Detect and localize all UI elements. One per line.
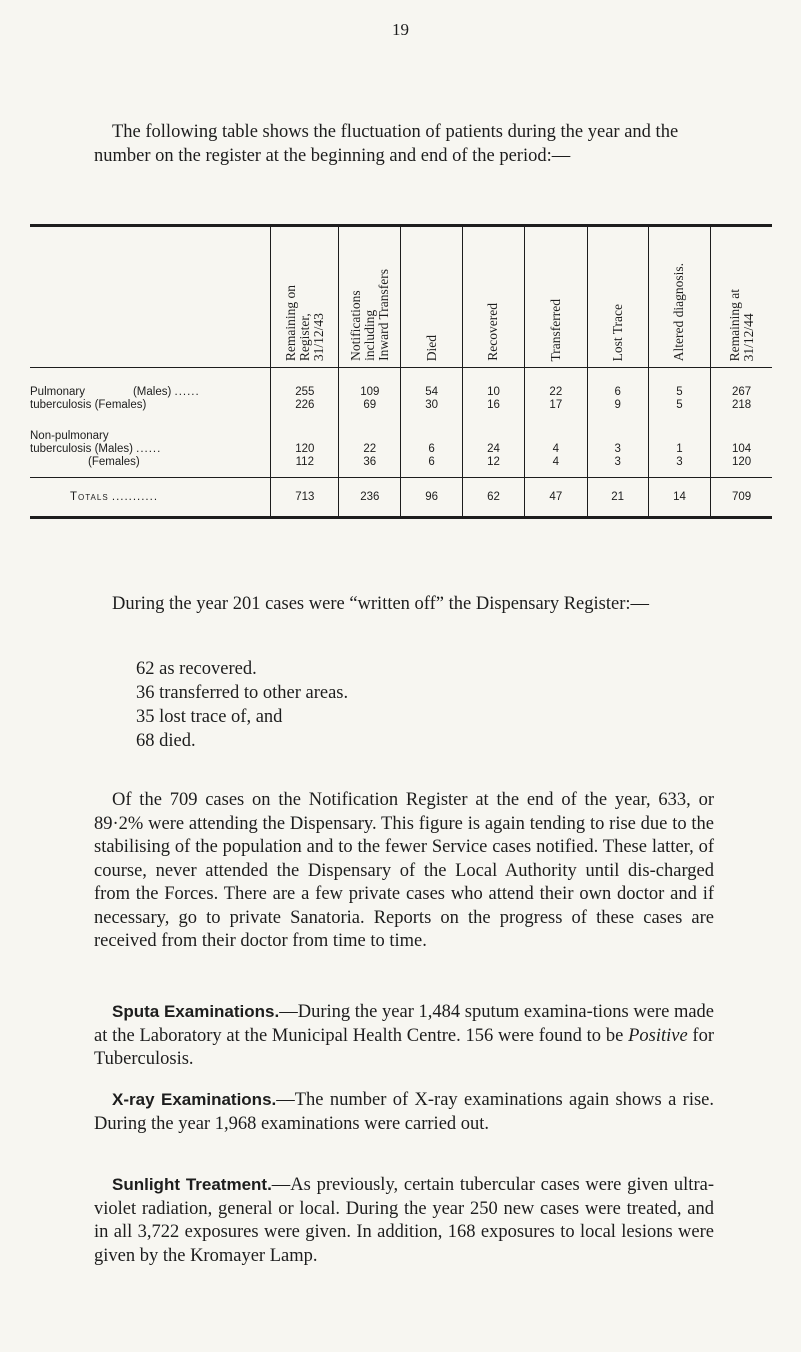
- table-row: [30, 443, 772, 456]
- column-header: Transferred: [525, 227, 587, 368]
- row-label: (Females): [88, 456, 140, 468]
- table-cell: 17: [525, 399, 587, 412]
- written-off-list: [136, 657, 348, 753]
- table-cell: 4: [525, 456, 587, 469]
- table-row: [30, 456, 772, 469]
- table-row: [30, 399, 772, 412]
- totals-row: [30, 478, 772, 517]
- total-cell: 236: [339, 478, 401, 517]
- table-corner: [30, 227, 271, 368]
- written-off-paragraph: During the year 201 cases were “written off” the Dispensary Register:—: [112, 594, 650, 614]
- table-cell: 16: [462, 399, 524, 412]
- table-cell: 10: [462, 386, 524, 399]
- page-number: 19: [392, 20, 409, 39]
- table-cell: 120: [271, 443, 339, 456]
- sputa-text-end: for Tuberculosis.: [94, 1025, 714, 1069]
- table-row: [30, 430, 772, 443]
- totals-label: Totals ...........: [30, 478, 271, 517]
- table-cell: 3: [648, 456, 710, 469]
- notification-register-paragraph: Of the 709 cases on the Notification Register at the end of the year, 633, or 89·2% were attending the Dispensary. This figure is again tending to rise due to the stabilising of the population and to the fewer Service cases notified. These latter, of course, never attended the Dispensary of the Local Authority until dis-charged from the Forces. There are a few private cases who attend their own doctor and if necessary, go to private Sanatoria. Reports on the progress of these cases are received from their doctor from time to time.: [94, 790, 714, 951]
- list-item: 36 transferred to other areas.: [136, 683, 349, 703]
- sunlight-text: —As previously, certain tubercular cases were given ultra-violet radiation, general or local. During the year 250 new cases were treated, and in all 3,722 exposures were given. In addition, 168 exposures to local lesions were given by the Kromayer Lamp.: [94, 1175, 714, 1266]
- list-item: 62 as recovered.: [136, 659, 257, 679]
- total-cell: 96: [401, 478, 462, 517]
- sunlight-heading: Sunlight Treatment.: [112, 1175, 272, 1194]
- total-cell: 709: [711, 478, 772, 517]
- positive-emphasis: Positive: [628, 1025, 688, 1046]
- column-header: Lost Trace: [587, 227, 648, 368]
- table-cell: 226: [271, 399, 339, 412]
- row-label: Pulmonary (Males) ......: [30, 386, 200, 398]
- table-cell: 3: [587, 456, 648, 469]
- table-cell: 120: [711, 456, 772, 469]
- column-header: Died: [401, 227, 462, 368]
- sputa-text: —During the year 1,484 sputum examina-tions were made at the Laboratory at the Municipal Health Centre. 156 were found to be: [94, 1002, 715, 1046]
- table-cell: 255: [271, 386, 339, 399]
- table-cell: 22: [525, 386, 587, 399]
- table-cell: 9: [587, 399, 648, 412]
- table-cell: 30: [401, 399, 462, 412]
- fluctuation-table-grid: [30, 227, 772, 516]
- table-cell: 6: [587, 386, 648, 399]
- fluctuation-table: [30, 224, 772, 519]
- table-cell: 22: [339, 443, 401, 456]
- table-cell: 109: [339, 386, 401, 399]
- column-header: Recovered: [462, 227, 524, 368]
- column-header: Altered diagnosis.: [648, 227, 710, 368]
- intro-paragraph: The following table shows the fluctuation of patients during the year and the number on the register at the beginning and end of the period:—: [94, 122, 679, 166]
- table-cell: 104: [711, 443, 772, 456]
- table-cell: 4: [525, 443, 587, 456]
- table-cell: 267: [711, 386, 772, 399]
- column-header: Remaining at 31/12/44: [711, 227, 772, 368]
- xray-text: —The number of X-ray examinations again shows a rise. During the year 1,968 examinations were carried out.: [94, 1090, 714, 1134]
- column-header: Remaining on Register, 31/12/43: [271, 227, 339, 368]
- table-row: [30, 386, 772, 399]
- column-header: Notifications including Inward Transfers: [339, 227, 401, 368]
- table-cell: 5: [648, 399, 710, 412]
- table-cell: 36: [339, 456, 401, 469]
- table-cell: 218: [711, 399, 772, 412]
- sunlight-paragraph: [94, 1173, 714, 1268]
- table-cell: 24: [462, 443, 524, 456]
- table-cell: 3: [587, 443, 648, 456]
- table-cell: 6: [401, 456, 462, 469]
- table-cell: 5: [648, 386, 710, 399]
- total-cell: 713: [271, 478, 339, 517]
- table-cell: 112: [271, 456, 339, 469]
- total-cell: 14: [648, 478, 710, 517]
- table-cell: 6: [401, 443, 462, 456]
- table-cell: 1: [648, 443, 710, 456]
- total-cell: 21: [587, 478, 648, 517]
- table-cell: 54: [401, 386, 462, 399]
- row-label: Non-pulmonary: [30, 430, 109, 442]
- xray-paragraph: [94, 1088, 714, 1136]
- xray-heading: X-ray Examinations.: [112, 1090, 277, 1109]
- total-cell: 47: [525, 478, 587, 517]
- sputa-heading: Sputa Examinations.: [112, 1002, 280, 1021]
- table-cell: 12: [462, 456, 524, 469]
- total-cell: 62: [462, 478, 524, 517]
- row-label: tuberculosis (Males) ......: [30, 443, 162, 455]
- list-item: 68 died.: [136, 731, 196, 751]
- list-item: 35 lost trace of, and: [136, 707, 283, 727]
- sputa-paragraph: [94, 1000, 714, 1072]
- table-cell: 69: [339, 399, 401, 412]
- row-label: tuberculosis (Females): [30, 399, 147, 411]
